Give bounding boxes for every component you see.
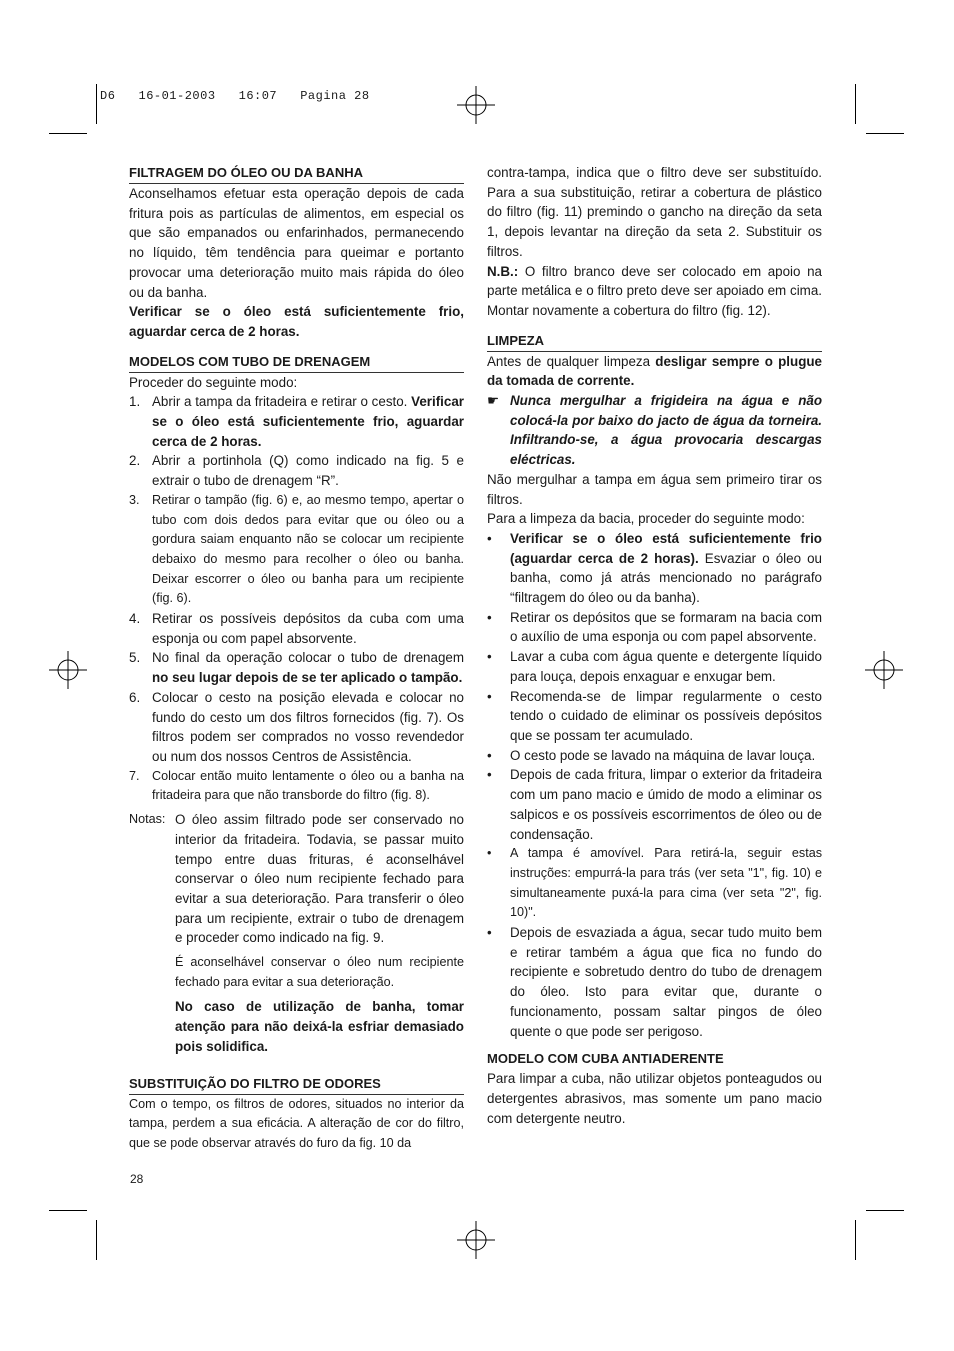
section-title-antiaderente: MODELO COM CUBA ANTIADERENTE: [487, 1051, 724, 1067]
crop-mark: [866, 1210, 904, 1211]
registration-mark-icon: [49, 651, 87, 689]
left-column: [129, 163, 464, 1154]
section-title-drenagem: MODELOS COM TUBO DE DRENAGEM: [129, 352, 464, 373]
intro: Proceder do seguinte modo:: [129, 374, 298, 390]
paragraph: Não mergulhar a tampa em água sem primeiro tirar os filtros.: [487, 471, 822, 507]
note: No caso de utilização de banha, tomar atenção para não deixá-la esfriar demasiado pois solidifica.: [175, 999, 464, 1054]
list-item: 6. Colocar o cesto na posição elevada e colocar no fundo do cesto um dos filtros fornecidos (fig. 7). Os filtros podem ser comprados no vosso revendedor ou num dos nossos Centros de Assistência.: [129, 689, 464, 764]
list-item: • Retirar os depósitos que se formaram na bacia com o auxílio de uma esponja ou com papel absorvente.: [487, 609, 822, 645]
list-item: • Depois de esvaziada a água, secar tudo muito bem e retirar também a água que fica no fundo do recipiente e sobretudo dentro do tubo de drenagem do óleo. Isto para evitar que, durante o funcionamento, possam saltar pingos de óleo quente o que pode ser perigoso.: [487, 925, 822, 1039]
crop-mark: [49, 1210, 87, 1211]
paragraph: Antes de qualquer limpeza desligar sempre o plugue da tomada de corrente.: [487, 353, 822, 389]
list-item: 4. Retirar os possíveis depósitos da cuba com uma esponja ou com papel absorvente.: [129, 611, 464, 646]
print-header: D6 16-01-2003 16:07 Pagina 28: [100, 89, 370, 103]
warning-note: ☛ Nunca mergulhar a frigideira na água e não colocá-la por baixo do jacto de água da torneira. Infiltrando-se, a água provocaria descargas eléctricas.: [487, 391, 822, 470]
registration-mark-icon: [865, 651, 903, 689]
note: O óleo assim filtrado pode ser conservado no interior da fritadeira. Todavia, se passar muito tempo entre duas frituras, é aconselhável conservar o óleo num recipiente fechado para evitar a sua deterioração. Para transferir o óleo para um recipiente, extrair o tubo de drenagem e proceder como indicado na fig. 9.: [175, 812, 464, 946]
right-column: [487, 163, 822, 1128]
section-title-limpeza: LIMPEZA: [487, 331, 822, 352]
paragraph: Aconselhamos efetuar esta operação depois de cada fritura pois as partículas de alimentos, em especial os que são empanados ou enfarinhados, permanecendo no líquido, têm tendência para queimar e portanto provocar uma deterioração muito mais rápida do óleo ou da banha.: [129, 186, 464, 300]
section-title-filtragem: FILTRAGEM DO ÓLEO OU DA BANHA: [129, 163, 464, 184]
paragraph: Para a limpeza da bacia, proceder do seguinte modo:: [487, 511, 805, 527]
crop-mark: [866, 133, 904, 134]
paragraph: contra-tampa, indica que o filtro deve ser substituído. Para a sua substituição, retirar a cobertura de plástico do filtro (fig. 11) premindo o gancho na direção da seta 1, depois levantar na direção da seta 2. Substituir os filtros.: [487, 165, 822, 259]
list-item: 5. No final da operação colocar o tubo de drenagem no seu lugar depois de se ter aplicado o tampão.: [129, 650, 464, 686]
paragraph: Para limpar a cuba, não utilizar objetos ponteagudos ou detergentes abrasivos, mas somente um pano macio com detergente neutro.: [487, 1071, 822, 1126]
list-item: • Verificar se o óleo está suficientemente frio (aguardar cerca de 2 horas). Esvaziar o óleo ou banha, como já atrás mencionado no parágrafo “filtragem do óleo ou da banha).: [487, 530, 822, 606]
pointing-hand-icon: ☛: [487, 393, 500, 409]
crop-mark: [49, 133, 87, 134]
list-item: 1. Abrir a tampa da fritadeira e retirar o cesto. Verificar se o óleo está suficientemente frio, aguardar cerca de 2 horas.: [129, 394, 464, 449]
registration-mark-icon: [457, 1221, 495, 1259]
nb-paragraph: N.B.: O filtro branco deve ser colocado em apoio na parte metálica e o filtro preto deve ser apoiado em cima. Montar novamente a cobertura do filtro (fig. 12).: [487, 263, 822, 318]
list-item: • Depois de cada fritura, limpar o exterior da fritadeira com um pano macio e úmido de modo a eliminar os salpicos e os possíveis escorrimentos de óleo ou de condensação.: [487, 767, 822, 842]
list-item: • O cesto pode se lavado na máquina de lavar louça.: [487, 747, 816, 763]
paragraph: Com o tempo, os filtros de odores, situados no interior da tampa, perdem a sua eficácia. A alteração de cor do filtro, que se pode observar através do furo da fig. 10 da: [129, 1096, 464, 1150]
list-item: 3. Retirar o tampão (fig. 6) e, ao mesmo tempo, apertar o tubo com dois dedos para evitar que ou óleo ou a gordura saiam enquanto não se colocar um recipiente debaixo do mesmo para recolher o óleo ou banha. Deixar escorrer o óleo ou banha para um recipiente (fig. 6).: [129, 492, 464, 606]
list-item: 2. Abrir a portinhola (Q) como indicado na fig. 5 e extrair o tubo de drenagem “R”.: [129, 453, 464, 489]
note: É aconselhável conservar o óleo num recipiente fechado para evitar a sua deterioração.: [175, 955, 464, 989]
cleaning-list: [487, 529, 822, 1041]
list-item: • Recomenda-se de limpar regularmente o cesto tendo o cuidado de eliminar os possíveis depósitos que se possam ter acumulado.: [487, 688, 822, 743]
crop-mark: [96, 1220, 97, 1260]
crop-mark: [96, 84, 97, 124]
list-item: • Lavar a cuba com água quente e detergente líquido para louça, depois enxaguar e enxugar bem.: [487, 649, 822, 684]
crop-mark: [855, 84, 856, 124]
list-item: 7. Colocar então muito lentamente o óleo ou a banha na fritadeira para que não transborde do filtro (fig. 8).: [129, 768, 464, 803]
notes-block: [129, 810, 464, 1061]
list-item: • A tampa é amovível. Para retirá-la, seguir estas instruções: empurrá-la para trás (ver seta "1", fig. 10) e simultaneamente puxá-la para cima (ver seta "2", fig. 10)".: [487, 846, 822, 920]
section-title-odores: SUBSTITUIÇÃO DO FILTRO DE ODORES: [129, 1074, 464, 1095]
steps-list: [129, 392, 464, 806]
warning-paragraph: Verificar se o óleo está suficientemente frio, aguardar cerca de 2 horas.: [129, 304, 464, 339]
notes-label: Notas:: [129, 812, 166, 827]
page-number: 28: [130, 1172, 144, 1186]
crop-mark: [855, 1220, 856, 1260]
registration-mark-icon: [457, 86, 495, 124]
